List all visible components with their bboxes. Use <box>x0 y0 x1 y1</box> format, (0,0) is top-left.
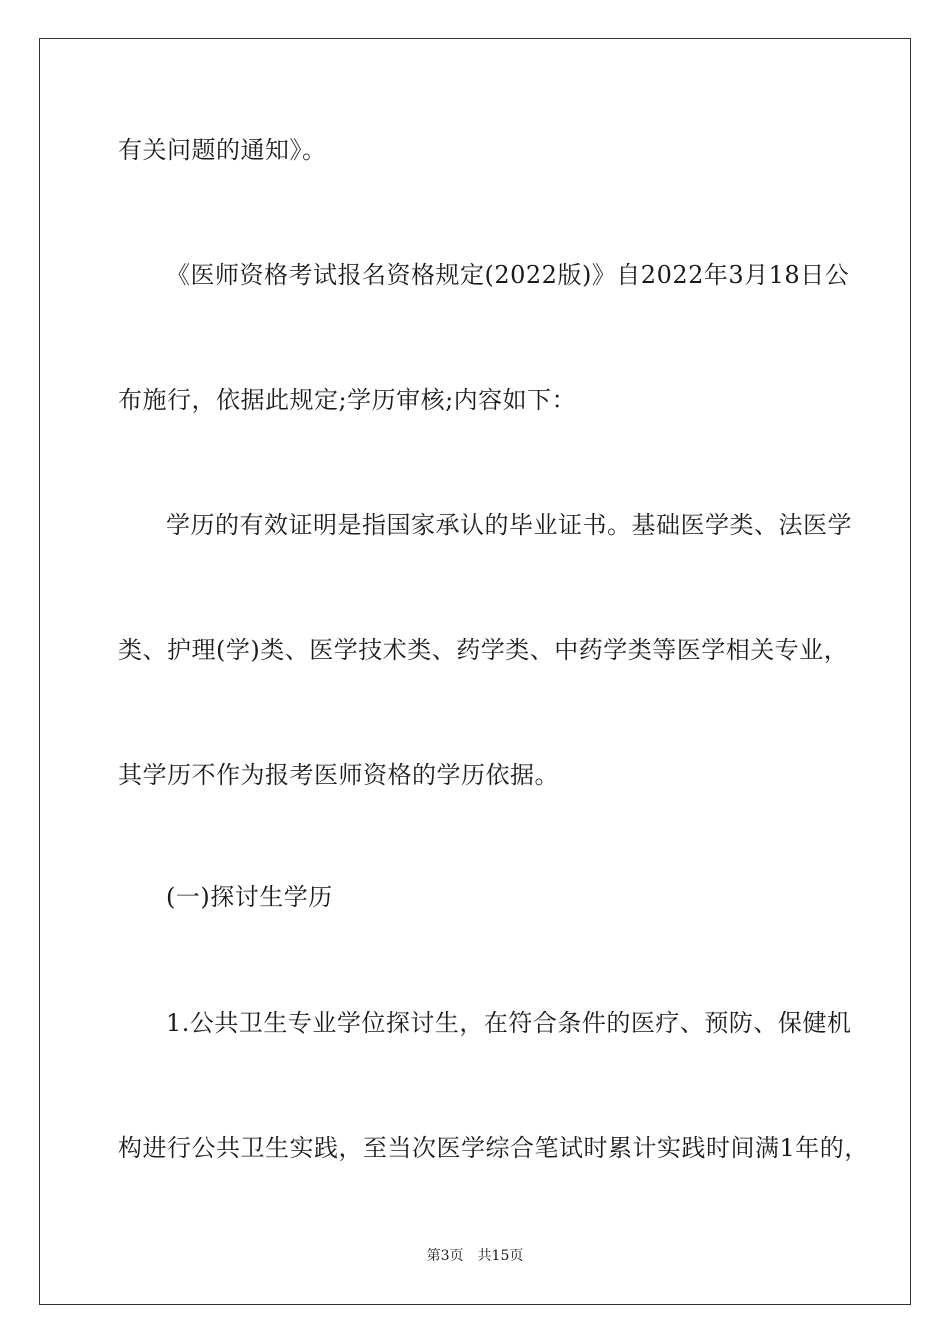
text-line: 构进行公共卫生实践，至当次医学综合笔试时累计实践时间满1年的， <box>118 1134 869 1162</box>
text-line: 有关问题的通知》。 <box>118 136 327 164</box>
page-footer <box>0 1247 950 1265</box>
page-frame <box>39 38 911 1305</box>
text-line: 《医师资格考试报名资格规定(2022版)》自2022年3月18日公 <box>166 261 850 289</box>
text-line: 1.公共卫生专业学位探讨生，在符合条件的医疗、预防、保健机 <box>166 1009 852 1037</box>
text-line: 布施行，依据此规定;学历审核;内容如下： <box>118 386 577 414</box>
section-heading: (一)探讨生学历 <box>166 883 333 911</box>
text-line: 类、护理(学)类、医学技术类、药学类、中药学类等医学相关专业， <box>118 636 849 664</box>
total-pages: 共15页 <box>477 1248 524 1264</box>
text-line: 其学历不作为报考医师资格的学历依据。 <box>118 761 559 789</box>
page-number: 第3页 <box>426 1248 464 1264</box>
text-line: 学历的有效证明是指国家承认的毕业证书。基础医学类、法医学 <box>166 511 852 539</box>
